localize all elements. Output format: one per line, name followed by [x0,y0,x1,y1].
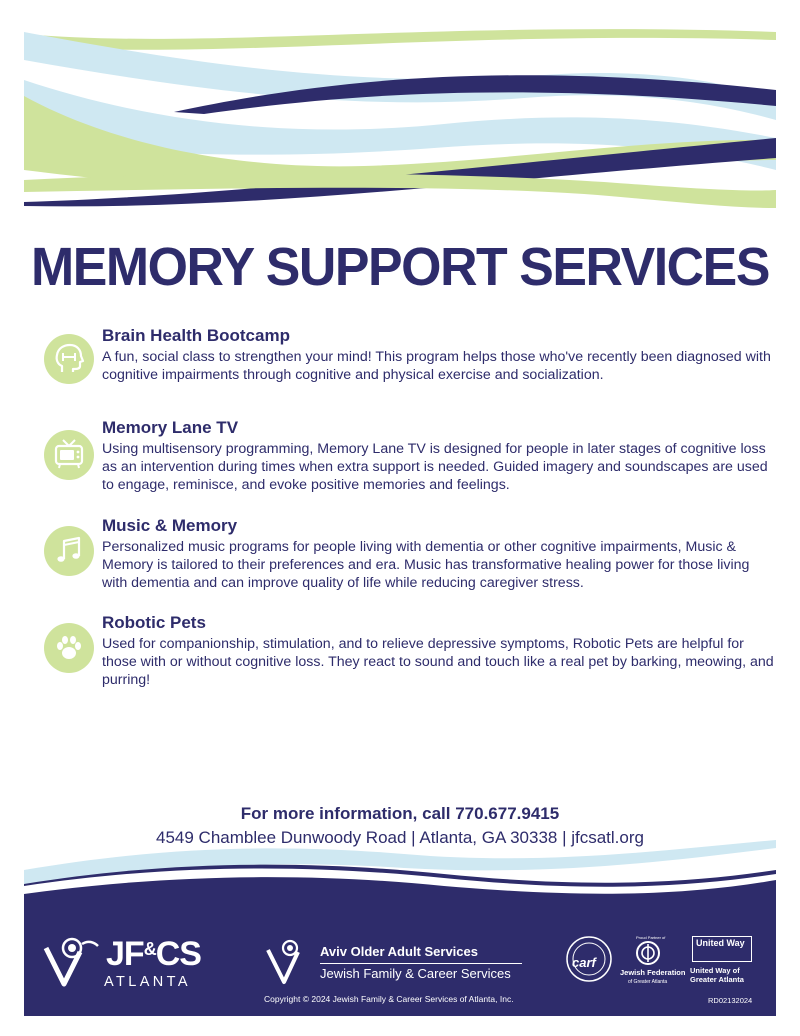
aviv-logo-icon [264,936,314,988]
document-code: RD02132024 [708,996,753,1005]
jfcs-logo-city: ATLANTA [104,974,191,990]
jfcs-logo-text: JF&CS [106,935,201,973]
footer [24,840,776,1016]
jewish-federation-name: Jewish Federation [620,968,686,977]
service-description: A fun, social class to strengthen your mind! This program helps those who've recently been diagnosed with cognitive impairments through cognitive and physical exercise and socialization. [102,349,771,383]
copyright-text: Copyright © 2024 Jewish Family & Career Services of Atlanta, Inc. [264,994,514,1004]
tv-icon [44,430,94,480]
united-way-name: United Way of Greater Atlanta [690,966,744,984]
carf-seal-text: carf [572,955,596,970]
aviv-org-name: Jewish Family & Career Services [320,966,511,981]
aviv-program-name: Aviv Older Adult Services [320,944,478,959]
music-note-icon [44,526,94,576]
service-name: Music & Memory [102,516,238,535]
jewish-federation-partner-text: Proud Partner of [636,935,666,940]
service-name: Brain Health Bootcamp [102,326,290,345]
page-title: MEMORY SUPPORT SERVICES [31,237,769,297]
jewish-federation-logo-icon [635,940,661,966]
top-wave-banner [24,20,776,220]
jewish-federation-subtitle: of Greater Atlanta [628,979,668,985]
contact-phone-line: For more information, call 770.677.9415 [240,804,560,823]
service-name: Robotic Pets [102,613,206,632]
united-way-logo-text: United Way [696,938,745,948]
service-description: Used for companionship, stimulation, and to relieve depressive symptoms, Robotic Pets are helpful for those with or without cognitive loss. They react to sound and touch like a real pet by barking, meowing, and purring! [102,636,774,688]
brain-exercise-icon [44,334,94,384]
aviv-divider [320,963,522,964]
service-description: Personalized music programs for people living with dementia or other cognitive impairments, Music & Memory is tailored to their preferences and era. Music has transformative healing power for those living with dementia and can improve quality of life while reducing caregiver stress. [102,539,750,591]
contact-address-line: 4549 Chamblee Dunwoody Road | Atlanta, GA 30338 | jfcsatl.org [156,828,644,847]
service-description: Using multisensory programming, Memory Lane TV is designed for people in later stages of cognitive loss as an intervention during times when extra support is needed. Guided imagery and soundscapes are used to engage, reminisce, and evoke positive memories and feelings. [102,441,768,493]
jfcs-logo-icon [42,934,102,990]
service-name: Memory Lane TV [102,418,239,437]
united-way-logo [692,936,752,962]
paw-icon [44,623,94,673]
